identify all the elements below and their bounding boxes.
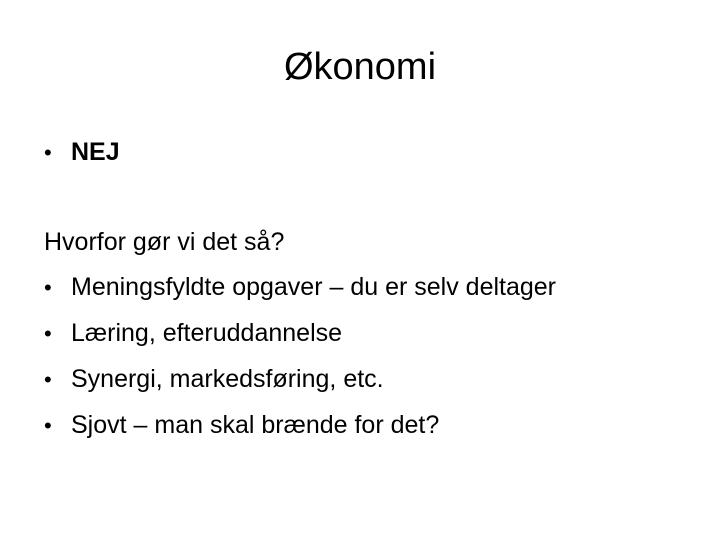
bullet-icon: • xyxy=(44,367,52,392)
bullet-item-1 xyxy=(44,272,556,303)
bullet-text: Synergi, markedsføring, etc. xyxy=(71,365,384,393)
bullet-item-nej xyxy=(44,137,120,168)
bullet-text: Sjovt – man skal brænde for det? xyxy=(71,411,440,439)
bullet-icon: • xyxy=(44,140,52,165)
bullet-item-4 xyxy=(44,410,439,441)
bullet-icon: • xyxy=(44,413,52,438)
bullet-item-2 xyxy=(44,318,342,349)
bullet-text: NEJ xyxy=(71,138,120,166)
question-text: Hvorfor gør vi det så? xyxy=(44,228,285,256)
slide-title: Økonomi xyxy=(283,46,437,88)
bullet-item-3 xyxy=(44,364,384,395)
bullet-icon: • xyxy=(44,275,52,300)
bullet-icon: • xyxy=(44,321,52,346)
bullet-text: Læring, efteruddannelse xyxy=(71,319,343,347)
bullet-text: Meningsfyldte opgaver – du er selv deltager xyxy=(71,273,557,301)
